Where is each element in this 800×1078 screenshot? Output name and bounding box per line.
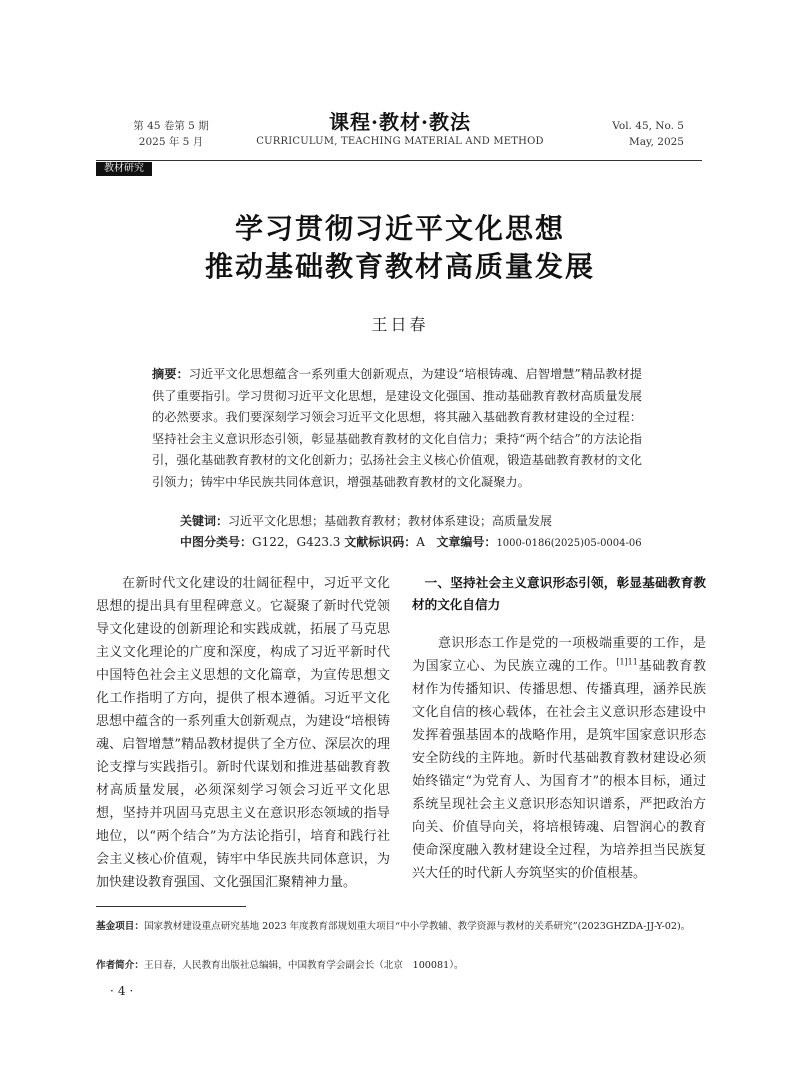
doc-code-value: A — [416, 535, 425, 549]
author-bio-label: 作者简介： — [96, 960, 144, 971]
body-column-right — [412, 572, 706, 885]
footnote-rule — [96, 906, 246, 907]
citation-1: [1]11 — [616, 657, 638, 667]
article-number-value: 1000-0186(2025)05-0004-06 — [496, 538, 642, 549]
footnote-fund — [96, 918, 702, 935]
abstract-label: 摘要： — [152, 367, 189, 381]
date-en: May, 2025 — [629, 136, 684, 148]
header-right — [574, 118, 684, 150]
title-line-2: 推动基础教育教材高质量发展 — [204, 250, 595, 283]
section-1-text-b: 基础教育教材作为传播知识、传播思想、传播真理，涵养民族文化自信的核心载体，在社会主义意识形态建设中发挥着强基固本的战略作用，是筑牢国家意识形态安全防线的主阵地。新时代基础教育教材建设必须始终锚定“为党育人、为国育才”的根本目标，通过系统呈现社会主义意识形态知识谱系，严把政治方向关、价值导向关，将培根铸魂、启智润心的教育使命深度融入教材建设全过程，为培养担当民族复兴大任的时代新人夯筑坚实的价值根基。 — [412, 659, 706, 881]
section-tag: 教材研究 — [96, 162, 152, 176]
footnote-author — [96, 957, 702, 974]
doc-code-label: 文献标识码： — [344, 535, 417, 549]
abstract — [152, 364, 642, 493]
fund-text: 国家教材建设重点研究基地 2023 年度教育部规划重大项目“中小学教辅、教学资源与教材的关系研究”(2023GHZDA-JJ-Y-02)。 — [143, 921, 691, 932]
abstract-text: 习近平文化思想蕴含一系列重大创新观点，为建设“培根铸魂、启智增慧”精品教材提供了重要指引。学习贯彻习近平文化思想，是建设文化强国、推动基础教育教材高质量发展的必然要求。我们要深刻学习领会习近平文化思想，将其融入基础教育教材建设的全过程：坚持社会主义意识形态引领，彰显基础教育教材的文化自信力；秉持“两个结合”的方法论指引，强化基础教育教材的文化创新力；弘扬社会主义核心价值观，锻造基础教育教材的文化引领力；铸牢中华民族共同体意识，增强基础教育教材的文化凝聚力。 — [152, 367, 642, 489]
classification-line — [180, 532, 650, 554]
section-1-paragraph — [412, 632, 706, 885]
author-bio-text: 王日春，人民教育出版社总编辑，中国教育学会副会长（北京 100081）。 — [143, 960, 464, 971]
article-title — [0, 210, 800, 286]
journal-title-cn: 课程·教材·教法 — [329, 110, 471, 134]
journal-title-en: CURRICULUM, TEACHING MATERIAL AND METHOD — [256, 136, 544, 147]
author-name: 王日春 — [371, 315, 429, 334]
title-line-1: 学习贯彻习近平文化思想 — [234, 212, 565, 245]
keywords-text: 习近平文化思想；基础教育教材；教材体系建设；高质量发展 — [228, 514, 553, 528]
article-number-label: 文章编号： — [436, 535, 497, 549]
keywords — [180, 511, 650, 531]
intro-paragraph: 在新时代文化建设的壮阔征程中，习近平文化思想的提出具有里程碑意义。它凝聚了新时代党领导文化建设的创新理论和实践成就，拓展了马克思主义文化理论的广度和深度，构成了习近平新时代中国特色社会主义思想的文化篇章，为宣传思想文化工作指明了方向，提供了根本遵循。习近平文化思想中蕴含的一系列重大创新观点，为建设“培根铸魂、启智增慧”精品教材提供了全方位、深层次的理论支撑与实践指引。新时代谋划和推进基础教育教材高质量发展，必须深刻学习领会习近平文化思想，坚持并巩固马克思主义在意识形态领域的指导地位，以“两个结合”为方法论指引，培育和践行社会主义核心价值观，铸牢中华民族共同体意识，为加快建设教育强国、文化强国汇聚精神力量。 — [96, 576, 390, 890]
date-cn: 2025 年 5 月 — [138, 136, 204, 148]
body-column-left — [96, 572, 390, 894]
keywords-label: 关键词： — [180, 514, 229, 528]
fund-label: 基金项目： — [96, 921, 144, 932]
header-rule — [96, 160, 702, 161]
section-1-text-a: 意识形态工作是党的一项极端重要的工作，是为国家立心、为民族立魂的工作。 — [412, 636, 706, 674]
section-heading-1: 一、坚持社会主义意识形态引领，彰显基础教育教材的文化自信力 — [412, 575, 706, 612]
clc-value: G122，G423.3 — [252, 535, 341, 549]
page-number: ·4· — [110, 984, 138, 998]
volume-issue-cn: 第 45 卷第 5 期 — [133, 120, 209, 132]
volume-issue-en: Vol. 45, No. 5 — [612, 120, 684, 132]
clc-label: 中图分类号： — [180, 535, 253, 549]
